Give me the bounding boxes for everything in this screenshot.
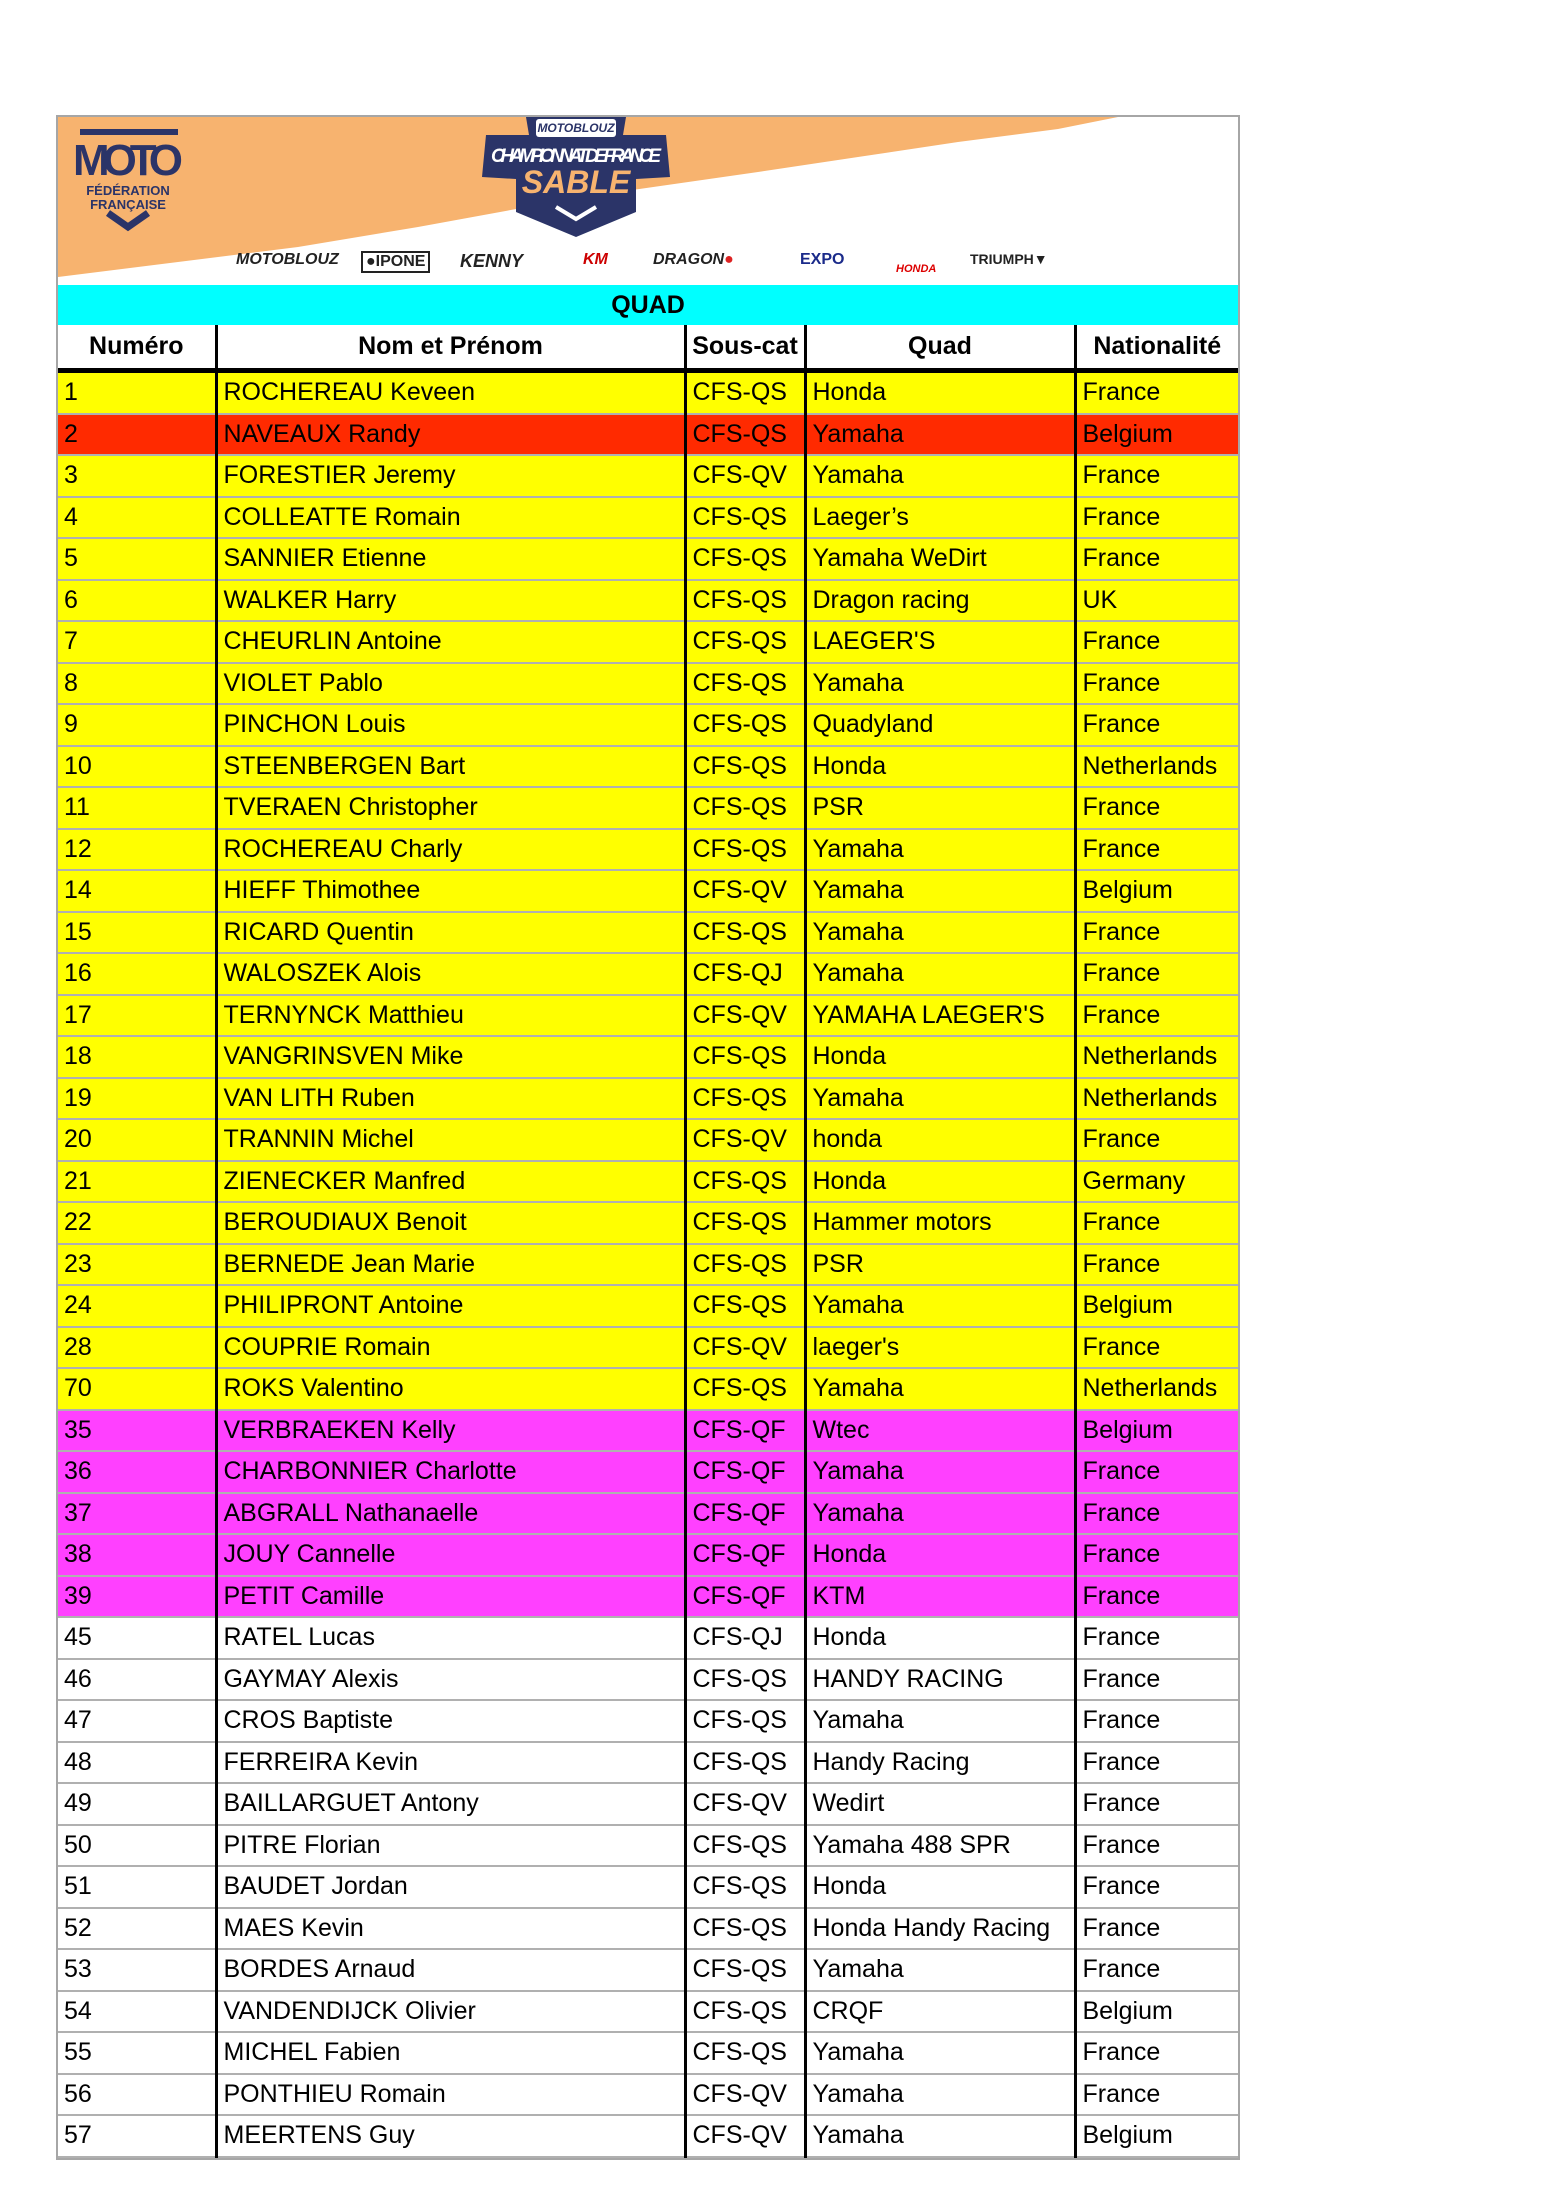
- table-row: [58, 953, 1238, 995]
- cell-quad: Yamaha: [805, 1078, 1075, 1120]
- cell-number: 5: [58, 538, 216, 580]
- cell-quad: Laeger’s: [805, 497, 1075, 539]
- cell-name: FERREIRA Kevin: [216, 1742, 685, 1784]
- sponsor-honda-logo: HONDA: [896, 263, 937, 275]
- cell-nationality: France: [1075, 663, 1238, 705]
- cell-subcategory: CFS-QS: [685, 1742, 805, 1784]
- table-row: [58, 1825, 1238, 1867]
- cell-subcategory: CFS-QS: [685, 1078, 805, 1120]
- sponsor-km-logo: KM: [583, 251, 608, 268]
- entry-table: [58, 325, 1238, 2158]
- cell-nationality: Belgium: [1075, 1991, 1238, 2033]
- column-header-number: Numéro: [58, 325, 216, 371]
- cell-name: TVERAEN Christopher: [216, 787, 685, 829]
- cell-nationality: France: [1075, 1327, 1238, 1369]
- cell-quad: Yamaha: [805, 2115, 1075, 2157]
- table-row: [58, 704, 1238, 746]
- cell-subcategory: CFS-QS: [685, 538, 805, 580]
- table-row: [58, 1742, 1238, 1784]
- cell-number: 4: [58, 497, 216, 539]
- cell-nationality: France: [1075, 1908, 1238, 1950]
- cell-number: 17: [58, 995, 216, 1037]
- cell-quad: Yamaha: [805, 1451, 1075, 1493]
- table-row: [58, 1327, 1238, 1369]
- cell-subcategory: CFS-QF: [685, 1534, 805, 1576]
- banner-graphic: [58, 117, 1238, 285]
- cell-name: BERNEDE Jean Marie: [216, 1244, 685, 1286]
- cell-quad: laeger's: [805, 1327, 1075, 1369]
- cell-subcategory: CFS-QS: [685, 1368, 805, 1410]
- cell-name: HIEFF Thimothee: [216, 870, 685, 912]
- cell-name: VANGRINSVEN Mike: [216, 1036, 685, 1078]
- cell-name: BAUDET Jordan: [216, 1866, 685, 1908]
- cell-number: 9: [58, 704, 216, 746]
- cell-name: BEROUDIAUX Benoit: [216, 1202, 685, 1244]
- cell-quad: Yamaha: [805, 1285, 1075, 1327]
- cell-name: BORDES Arnaud: [216, 1949, 685, 1991]
- cell-name: BAILLARGUET Antony: [216, 1783, 685, 1825]
- cell-number: 56: [58, 2074, 216, 2116]
- table-header-row: [58, 325, 1238, 371]
- cell-name: PETIT Camille: [216, 1576, 685, 1618]
- cell-quad: Honda: [805, 371, 1075, 414]
- cell-name: CHARBONNIER Charlotte: [216, 1451, 685, 1493]
- cell-quad: Honda: [805, 1866, 1075, 1908]
- cell-subcategory: CFS-QS: [685, 1949, 805, 1991]
- cell-nationality: France: [1075, 1534, 1238, 1576]
- sponsor-ipone-logo: ●IPONE: [361, 251, 430, 273]
- cell-quad: Yamaha: [805, 829, 1075, 871]
- cell-subcategory: CFS-QV: [685, 995, 805, 1037]
- cell-name: COLLEATTE Romain: [216, 497, 685, 539]
- table-row: [58, 995, 1238, 1037]
- cell-nationality: France: [1075, 1783, 1238, 1825]
- table-row: [58, 787, 1238, 829]
- cell-nationality: France: [1075, 1825, 1238, 1867]
- table-row: [58, 1036, 1238, 1078]
- entry-list-sheet: [56, 115, 1240, 2160]
- cell-quad: HANDY RACING: [805, 1659, 1075, 1701]
- cell-quad: Yamaha: [805, 1493, 1075, 1535]
- cell-nationality: France: [1075, 538, 1238, 580]
- svg-text:SABLE: SABLE: [521, 164, 631, 200]
- table-row: [58, 1244, 1238, 1286]
- table-row: [58, 1866, 1238, 1908]
- cell-subcategory: CFS-QF: [685, 1493, 805, 1535]
- cell-number: 47: [58, 1700, 216, 1742]
- cell-nationality: Germany: [1075, 1161, 1238, 1203]
- cell-quad: Yamaha: [805, 663, 1075, 705]
- cell-subcategory: CFS-QS: [685, 746, 805, 788]
- cell-quad: Yamaha: [805, 1949, 1075, 1991]
- cell-name: MEERTENS Guy: [216, 2115, 685, 2157]
- cell-number: 70: [58, 1368, 216, 1410]
- cell-nationality: Netherlands: [1075, 1368, 1238, 1410]
- cell-name: VERBRAEKEN Kelly: [216, 1410, 685, 1452]
- cell-subcategory: CFS-QV: [685, 870, 805, 912]
- table-row: [58, 870, 1238, 912]
- cell-quad: Yamaha 488 SPR: [805, 1825, 1075, 1867]
- cell-number: 38: [58, 1534, 216, 1576]
- cell-nationality: France: [1075, 455, 1238, 497]
- cell-name: MAES Kevin: [216, 1908, 685, 1950]
- cell-nationality: France: [1075, 371, 1238, 414]
- cell-nationality: France: [1075, 787, 1238, 829]
- cell-name: WALOSZEK Alois: [216, 953, 685, 995]
- sponsor-motoblouz-logo: MOTOBLOUZ: [236, 251, 339, 268]
- table-row: [58, 1161, 1238, 1203]
- table-row: [58, 621, 1238, 663]
- cell-name: RICARD Quentin: [216, 912, 685, 954]
- cell-subcategory: CFS-QS: [685, 1908, 805, 1950]
- table-row: [58, 2115, 1238, 2157]
- cell-nationality: Netherlands: [1075, 1036, 1238, 1078]
- cell-subcategory: CFS-QJ: [685, 1617, 805, 1659]
- cell-number: 16: [58, 953, 216, 995]
- cell-quad: Handy Racing: [805, 1742, 1075, 1784]
- table-row: [58, 1576, 1238, 1618]
- sponsor-kenny-logo: KENNY: [460, 251, 524, 271]
- table-row: [58, 1368, 1238, 1410]
- table-row: [58, 1908, 1238, 1950]
- cell-quad: Hammer motors: [805, 1202, 1075, 1244]
- sponsor-expo-logo: EXPO: [800, 251, 845, 268]
- cell-nationality: France: [1075, 1949, 1238, 1991]
- cell-nationality: France: [1075, 2074, 1238, 2116]
- cell-name: FORESTIER Jeremy: [216, 455, 685, 497]
- cell-nationality: France: [1075, 1576, 1238, 1618]
- cell-number: 28: [58, 1327, 216, 1369]
- cell-subcategory: CFS-QS: [685, 1036, 805, 1078]
- cell-number: 54: [58, 1991, 216, 2033]
- cell-quad: honda: [805, 1119, 1075, 1161]
- column-header-name: Nom et Prénom: [216, 325, 685, 371]
- cell-number: 39: [58, 1576, 216, 1618]
- cell-nationality: France: [1075, 704, 1238, 746]
- cell-number: 12: [58, 829, 216, 871]
- table-row: [58, 371, 1238, 414]
- table-row: [58, 1493, 1238, 1535]
- table-row: [58, 1119, 1238, 1161]
- cell-name: CROS Baptiste: [216, 1700, 685, 1742]
- cell-number: 7: [58, 621, 216, 663]
- cell-name: PINCHON Louis: [216, 704, 685, 746]
- cell-name: ABGRALL Nathanaelle: [216, 1493, 685, 1535]
- cell-name: GAYMAY Alexis: [216, 1659, 685, 1701]
- cell-subcategory: CFS-QS: [685, 1285, 805, 1327]
- cell-number: 36: [58, 1451, 216, 1493]
- cell-number: 2: [58, 414, 216, 456]
- cell-number: 24: [58, 1285, 216, 1327]
- cell-subcategory: CFS-QS: [685, 1700, 805, 1742]
- cell-name: MICHEL Fabien: [216, 2032, 685, 2074]
- cell-number: 3: [58, 455, 216, 497]
- table-row: [58, 829, 1238, 871]
- cell-nationality: France: [1075, 1866, 1238, 1908]
- cell-number: 23: [58, 1244, 216, 1286]
- cell-quad: Yamaha: [805, 912, 1075, 954]
- cell-name: WALKER Harry: [216, 580, 685, 622]
- cell-quad: Honda: [805, 1617, 1075, 1659]
- cell-name: RATEL Lucas: [216, 1617, 685, 1659]
- cell-nationality: France: [1075, 1659, 1238, 1701]
- cell-subcategory: CFS-QV: [685, 2115, 805, 2157]
- cell-number: 37: [58, 1493, 216, 1535]
- cell-number: 20: [58, 1119, 216, 1161]
- cell-number: 15: [58, 912, 216, 954]
- cell-quad: Honda: [805, 1161, 1075, 1203]
- cell-subcategory: CFS-QS: [685, 663, 805, 705]
- cell-nationality: France: [1075, 1617, 1238, 1659]
- table-row: [58, 497, 1238, 539]
- cell-name: STEENBERGEN Bart: [216, 746, 685, 788]
- cell-subcategory: CFS-QV: [685, 1327, 805, 1369]
- cell-nationality: France: [1075, 1202, 1238, 1244]
- cell-subcategory: CFS-QS: [685, 829, 805, 871]
- table-row: [58, 1783, 1238, 1825]
- cell-quad: Yamaha: [805, 953, 1075, 995]
- column-header-nationality: Nationalité: [1075, 325, 1238, 371]
- cell-number: 18: [58, 1036, 216, 1078]
- cell-nationality: France: [1075, 912, 1238, 954]
- cell-quad: PSR: [805, 1244, 1075, 1286]
- cell-quad: KTM: [805, 1576, 1075, 1618]
- cell-nationality: France: [1075, 1700, 1238, 1742]
- cell-quad: Wedirt: [805, 1783, 1075, 1825]
- cell-quad: YAMAHA LAEGER'S: [805, 995, 1075, 1037]
- table-row: [58, 912, 1238, 954]
- cell-quad: Yamaha: [805, 2032, 1075, 2074]
- cell-subcategory: CFS-QS: [685, 912, 805, 954]
- svg-text:MOTOBLOUZ: MOTOBLOUZ: [537, 121, 615, 135]
- cell-number: 52: [58, 1908, 216, 1950]
- cell-subcategory: CFS-QS: [685, 1866, 805, 1908]
- cell-nationality: France: [1075, 497, 1238, 539]
- cell-number: 21: [58, 1161, 216, 1203]
- cell-subcategory: CFS-QS: [685, 1202, 805, 1244]
- cell-quad: Dragon racing: [805, 580, 1075, 622]
- cell-nationality: Belgium: [1075, 1285, 1238, 1327]
- cell-number: 1: [58, 371, 216, 414]
- cell-nationality: Netherlands: [1075, 1078, 1238, 1120]
- svg-text:CHAMPIONNAT DE FRANCE: CHAMPIONNAT DE FRANCE: [491, 146, 661, 167]
- cell-number: 8: [58, 663, 216, 705]
- cell-name: ROKS Valentino: [216, 1368, 685, 1410]
- cell-number: 53: [58, 1949, 216, 1991]
- cell-name: TRANNIN Michel: [216, 1119, 685, 1161]
- table-row: [58, 2032, 1238, 2074]
- cell-subcategory: CFS-QJ: [685, 953, 805, 995]
- cell-nationality: France: [1075, 1244, 1238, 1286]
- table-row: [58, 455, 1238, 497]
- cell-subcategory: CFS-QF: [685, 1576, 805, 1618]
- cell-nationality: UK: [1075, 580, 1238, 622]
- cell-nationality: France: [1075, 1119, 1238, 1161]
- table-row: [58, 1451, 1238, 1493]
- cell-name: COUPRIE Romain: [216, 1327, 685, 1369]
- table-row: [58, 414, 1238, 456]
- cell-nationality: France: [1075, 2032, 1238, 2074]
- cell-nationality: Netherlands: [1075, 746, 1238, 788]
- cell-nationality: France: [1075, 829, 1238, 871]
- svg-text:MOTO: MOTO: [73, 136, 183, 185]
- table-row: [58, 1700, 1238, 1742]
- cell-quad: LAEGER'S: [805, 621, 1075, 663]
- table-row: [58, 1534, 1238, 1576]
- cell-quad: Yamaha: [805, 414, 1075, 456]
- cell-name: CHEURLIN Antoine: [216, 621, 685, 663]
- table-row: [58, 1991, 1238, 2033]
- cell-number: 14: [58, 870, 216, 912]
- cell-subcategory: CFS-QS: [685, 1659, 805, 1701]
- cell-number: 50: [58, 1825, 216, 1867]
- sponsor-dragon-logo: DRAGON●: [653, 251, 734, 268]
- sponsor-triumph-logo: TRIUMPH▼: [970, 251, 1048, 267]
- cell-name: PITRE Florian: [216, 1825, 685, 1867]
- cell-nationality: France: [1075, 995, 1238, 1037]
- cell-quad: Yamaha: [805, 870, 1075, 912]
- table-row: [58, 1617, 1238, 1659]
- column-header-quad: Quad: [805, 325, 1075, 371]
- cell-number: 10: [58, 746, 216, 788]
- cell-nationality: France: [1075, 953, 1238, 995]
- cell-number: 51: [58, 1866, 216, 1908]
- cell-nationality: France: [1075, 621, 1238, 663]
- column-header-subcategory: Sous-cat: [685, 325, 805, 371]
- cell-subcategory: CFS-QS: [685, 2032, 805, 2074]
- table-row: [58, 1659, 1238, 1701]
- cell-subcategory: CFS-QV: [685, 455, 805, 497]
- cell-name: VAN LITH Ruben: [216, 1078, 685, 1120]
- cell-quad: CRQF: [805, 1991, 1075, 2033]
- table-row: [58, 1949, 1238, 1991]
- cell-number: 22: [58, 1202, 216, 1244]
- cell-number: 46: [58, 1659, 216, 1701]
- svg-text:FRANÇAISE: FRANÇAISE: [90, 197, 166, 212]
- svg-text:FÉDÉRATION: FÉDÉRATION: [86, 183, 170, 198]
- cell-nationality: Belgium: [1075, 414, 1238, 456]
- cell-quad: Yamaha: [805, 455, 1075, 497]
- cell-nationality: France: [1075, 1451, 1238, 1493]
- cell-number: 6: [58, 580, 216, 622]
- cell-quad: Honda Handy Racing: [805, 1908, 1075, 1950]
- table-row: [58, 2074, 1238, 2116]
- cell-name: PHILIPRONT Antoine: [216, 1285, 685, 1327]
- cell-number: 35: [58, 1410, 216, 1452]
- cell-quad: Honda: [805, 1036, 1075, 1078]
- cell-quad: Yamaha WeDirt: [805, 538, 1075, 580]
- cell-subcategory: CFS-QS: [685, 1161, 805, 1203]
- cell-name: VANDENDIJCK Olivier: [216, 1991, 685, 2033]
- cell-subcategory: CFS-QV: [685, 2074, 805, 2116]
- cell-nationality: Belgium: [1075, 2115, 1238, 2157]
- cell-number: 48: [58, 1742, 216, 1784]
- cell-subcategory: CFS-QV: [685, 1783, 805, 1825]
- cell-subcategory: CFS-QS: [685, 580, 805, 622]
- event-logo: [482, 117, 670, 237]
- table-row: [58, 580, 1238, 622]
- cell-subcategory: CFS-QV: [685, 1119, 805, 1161]
- cell-subcategory: CFS-QS: [685, 414, 805, 456]
- cell-quad: Honda: [805, 1534, 1075, 1576]
- cell-name: ROCHEREAU Charly: [216, 829, 685, 871]
- cell-number: 57: [58, 2115, 216, 2157]
- cell-name: ROCHEREAU Keveen: [216, 371, 685, 414]
- cell-nationality: France: [1075, 1742, 1238, 1784]
- cell-number: 49: [58, 1783, 216, 1825]
- header-banner: [58, 117, 1238, 285]
- table-row: [58, 1285, 1238, 1327]
- category-title: QUAD: [58, 285, 1238, 325]
- cell-quad: Quadyland: [805, 704, 1075, 746]
- table-row: [58, 538, 1238, 580]
- cell-number: 45: [58, 1617, 216, 1659]
- cell-quad: Wtec: [805, 1410, 1075, 1452]
- cell-name: NAVEAUX Randy: [216, 414, 685, 456]
- cell-subcategory: CFS-QS: [685, 1825, 805, 1867]
- cell-quad: Yamaha: [805, 1368, 1075, 1410]
- table-row: [58, 746, 1238, 788]
- table-row: [58, 1078, 1238, 1120]
- table-row: [58, 663, 1238, 705]
- cell-subcategory: CFS-QS: [685, 704, 805, 746]
- cell-quad: Yamaha: [805, 1700, 1075, 1742]
- cell-nationality: Belgium: [1075, 870, 1238, 912]
- cell-quad: Yamaha: [805, 2074, 1075, 2116]
- table-row: [58, 1202, 1238, 1244]
- cell-subcategory: CFS-QF: [685, 1410, 805, 1452]
- cell-nationality: Belgium: [1075, 1410, 1238, 1452]
- cell-subcategory: CFS-QS: [685, 621, 805, 663]
- table-row: [58, 1410, 1238, 1452]
- cell-name: VIOLET Pablo: [216, 663, 685, 705]
- cell-name: TERNYNCK Matthieu: [216, 995, 685, 1037]
- cell-name: ZIENECKER Manfred: [216, 1161, 685, 1203]
- cell-number: 55: [58, 2032, 216, 2074]
- cell-subcategory: CFS-QS: [685, 1244, 805, 1286]
- cell-subcategory: CFS-QF: [685, 1451, 805, 1493]
- cell-subcategory: CFS-QS: [685, 1991, 805, 2033]
- cell-quad: PSR: [805, 787, 1075, 829]
- cell-subcategory: CFS-QS: [685, 787, 805, 829]
- cell-number: 11: [58, 787, 216, 829]
- cell-nationality: France: [1075, 1493, 1238, 1535]
- cell-name: PONTHIEU Romain: [216, 2074, 685, 2116]
- cell-subcategory: CFS-QS: [685, 497, 805, 539]
- cell-name: JOUY Cannelle: [216, 1534, 685, 1576]
- cell-subcategory: CFS-QS: [685, 371, 805, 414]
- cell-name: SANNIER Etienne: [216, 538, 685, 580]
- cell-number: 19: [58, 1078, 216, 1120]
- cell-quad: Honda: [805, 746, 1075, 788]
